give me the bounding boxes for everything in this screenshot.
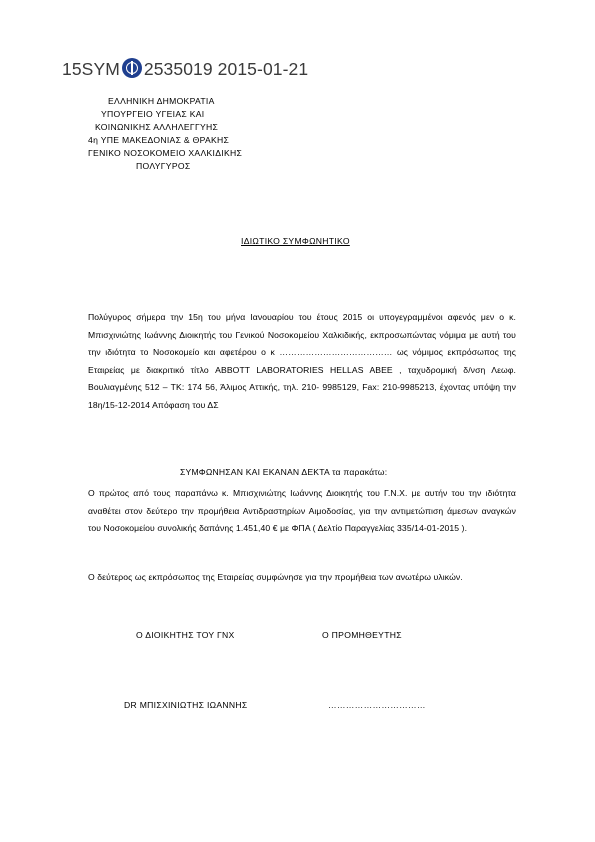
header-line-2: ΥΠΟΥΡΓΕΙΟ ΥΓΕΙΑΣ ΚΑΙ bbox=[101, 109, 205, 119]
stamp-code: 2535019 2015-01-21 bbox=[143, 59, 309, 79]
header-line-3: ΚΟΙΝΩΝΙΚΗΣ ΑΛΛΗΛΕΓΓΥΗΣ bbox=[95, 122, 219, 132]
clause-1-paragraph: Ο πρώτος από τους παραπάνω κ. Μπισχινιώτης Ιωάννης Διοικητής του Γ.Ν.Χ. με αυτήν του την ιδιότητα αναθέτει στον δεύτερο την προμήθεια Αντιδραστηρίων Αιμοδοσίας, για την αντιμετώπιση άμεσων αναγκών του Νοσοκομείου συνολικής δαπάνης 1.451,40 € με ΦΠΑ ( Δελτίο Παραγγελίας 335/14-01-2015 ). bbox=[88, 488, 516, 534]
signature-name-director: DR ΜΠΙΣΧΙΝΙΩΤΗΣ ΙΩΑΝΝΗΣ bbox=[124, 700, 248, 710]
state-emblem-icon bbox=[122, 58, 142, 78]
header-line-5: ΓΕΝΙΚΟ ΝΟΣΟΚΟΜΕΙΟ ΧΑΛΚΙΔΙΚΗΣ bbox=[88, 148, 243, 158]
clause-2-paragraph: Ο δεύτερος ως εκπρόσωπος της Εταιρείας συμφώνησε για την προμήθεια των ανωτέρω υλικών. bbox=[88, 572, 463, 582]
agreed-heading: ΣΥΜΦΩΝΗΣΑΝ ΚΑΙ ΕΚΑΝΑΝ ΔΕΚΤΑ τα παρακάτω: bbox=[180, 467, 388, 477]
signature-role-director: Ο ΔΙΟΙΚΗΤΗΣ ΤΟΥ ΓΝΧ bbox=[136, 630, 235, 640]
header-line-1: ΕΛΛΗΝΙΚΗ ΔΗΜΟΚΡΑΤΙΑ bbox=[108, 96, 215, 106]
signature-role-supplier: Ο ΠΡΟΜΗΘΕΥΤΗΣ bbox=[322, 630, 402, 640]
signature-line-supplier: …………………………… bbox=[328, 700, 426, 710]
intro-paragraph: Πολύγυρος σήμερα την 15η του μήνα Ιανουαρίου του έτους 2015 οι υπογεγραμμένοι αφενός μεν ο κ. Μπισχινιώτης Ιωάννης Διοικητής του Γενικού Νοσοκομείου Χαλκιδικής, εκπροσωπώντας νόμιμα με αυτή του την ιδιότητα το Νοσοκομείο και αφετέρου ο κ ………………………………… ως νόμιμος εκπρόσωπος της Εταιρείας με διακριτικό τίτλο ABBOTT LABORATORIES HELLAS ABEE , ταχυδρομική δ/νση Λεωφ. Βουλιαγμένης 512 – ΤΚ: 174 56, Άλιμος Αττικής, τηλ. 210- 9985129, Fax: 210-9985213, έχοντας υπόψη την 18η/15-12-2014 Απόφαση του ΔΣ bbox=[88, 312, 516, 410]
document-stamp bbox=[62, 58, 308, 80]
stamp-prefix: 15SYM bbox=[62, 59, 120, 79]
document-title: ΙΔΙΩΤΙΚΟ ΣΥΜΦΩΝΗΤΙΚΟ bbox=[241, 236, 350, 246]
header-line-6: ΠΟΛΥΓΥΡΟΣ bbox=[136, 161, 191, 171]
header-line-4: 4η ΥΠΕ ΜΑΚΕΔΟΝΙΑΣ & ΘΡΑΚΗΣ bbox=[88, 135, 230, 145]
